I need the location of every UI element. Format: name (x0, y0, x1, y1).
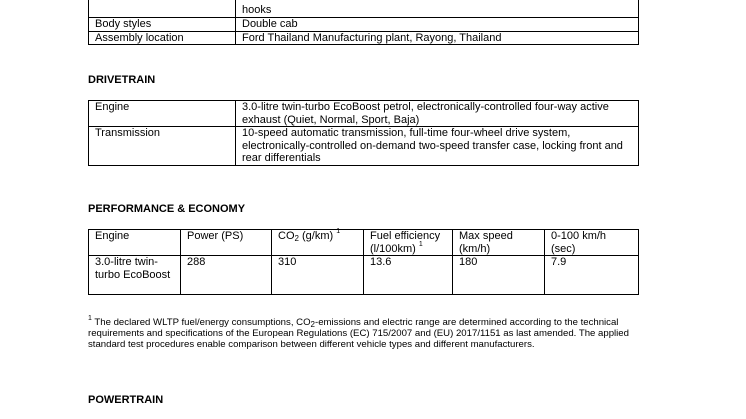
footnote-text-part2: -emissions and electric range are determined according to the technical requirements and specifications of the European Regulations (EC) 715/2007 and (EU) 2017/1151 as last amended. The applied standard test procedures enable comparison between different vehicle types and different manufacturers. (88, 317, 629, 350)
header-co2-prefix: CO (278, 230, 295, 242)
header-co2-subscript: 2 (294, 234, 299, 243)
cell-fuel: 13.6 (364, 256, 453, 295)
header-engine: Engine (89, 230, 181, 256)
header-co2-suffix: (g/km) (298, 230, 337, 242)
drivetrain-heading: DRIVETRAIN (88, 74, 156, 86)
table-row (89, 101, 639, 127)
table-cell: Assembly location (89, 31, 236, 45)
cell-power: 288 (181, 256, 272, 295)
header-fuel-line1: Fuel efficiency (370, 230, 441, 242)
table-row (89, 127, 639, 166)
header-accel-line2: (sec) (551, 242, 576, 255)
table-cell: Ford Thailand Manufacturing plant, Rayong, Thailand (236, 31, 639, 45)
cell-co2: 310 (272, 256, 364, 295)
vehicle-info-table (88, 0, 639, 45)
footnote-marker: 1 (88, 314, 92, 322)
table-cell (236, 0, 639, 18)
table-cell: Transmission (89, 127, 236, 166)
table-cell: Body styles (89, 18, 236, 32)
cell-engine: 3.0-litre twin-turbo EcoBoost (89, 256, 181, 295)
header-max-speed (453, 230, 545, 256)
header-speed-line2: (km/h) (459, 242, 491, 255)
header-acceleration (545, 230, 639, 256)
drivetrain-table (88, 100, 639, 166)
header-power: Power (PS) (181, 230, 272, 256)
performance-table (88, 229, 639, 295)
table-cell (89, 0, 236, 18)
table-cell: Double cab (236, 18, 639, 32)
table-header-row (89, 230, 639, 256)
footnote-subscript: 2 (310, 320, 315, 329)
header-co2 (272, 230, 364, 256)
header-fuel-efficiency (364, 230, 453, 256)
table-row (89, 0, 639, 18)
table-cell: Engine (89, 101, 236, 127)
performance-heading: PERFORMANCE & ECONOMY (88, 203, 246, 215)
footnote-marker: 1 (418, 240, 423, 248)
header-accel-line1: 0-100 km/h (551, 230, 607, 242)
overflow-text: hooks (242, 4, 272, 16)
footnote (88, 314, 653, 350)
footnote-marker: 1 (336, 228, 341, 236)
powertrain-heading: POWERTRAIN (88, 394, 164, 406)
table-row (89, 18, 639, 32)
table-row (89, 256, 639, 295)
table-row (89, 31, 639, 45)
cell-speed: 180 (453, 256, 545, 295)
table-cell: 10-speed automatic transmission, full-time four-wheel drive system, electronically-controlled on-demand two-speed transfer case, locking front and rear differentials (236, 127, 639, 166)
header-speed-line1: Max speed (459, 230, 513, 242)
header-fuel-line2: (l/100km) (370, 242, 419, 255)
footnote-text-part1: The declared WLTP fuel/energy consumptions, CO (91, 317, 311, 328)
cell-accel: 7.9 (545, 256, 639, 295)
table-cell: 3.0-litre twin-turbo EcoBoost petrol, electronically-controlled four-way active exhaust (Quiet, Normal, Sport, Baja) (236, 101, 639, 127)
